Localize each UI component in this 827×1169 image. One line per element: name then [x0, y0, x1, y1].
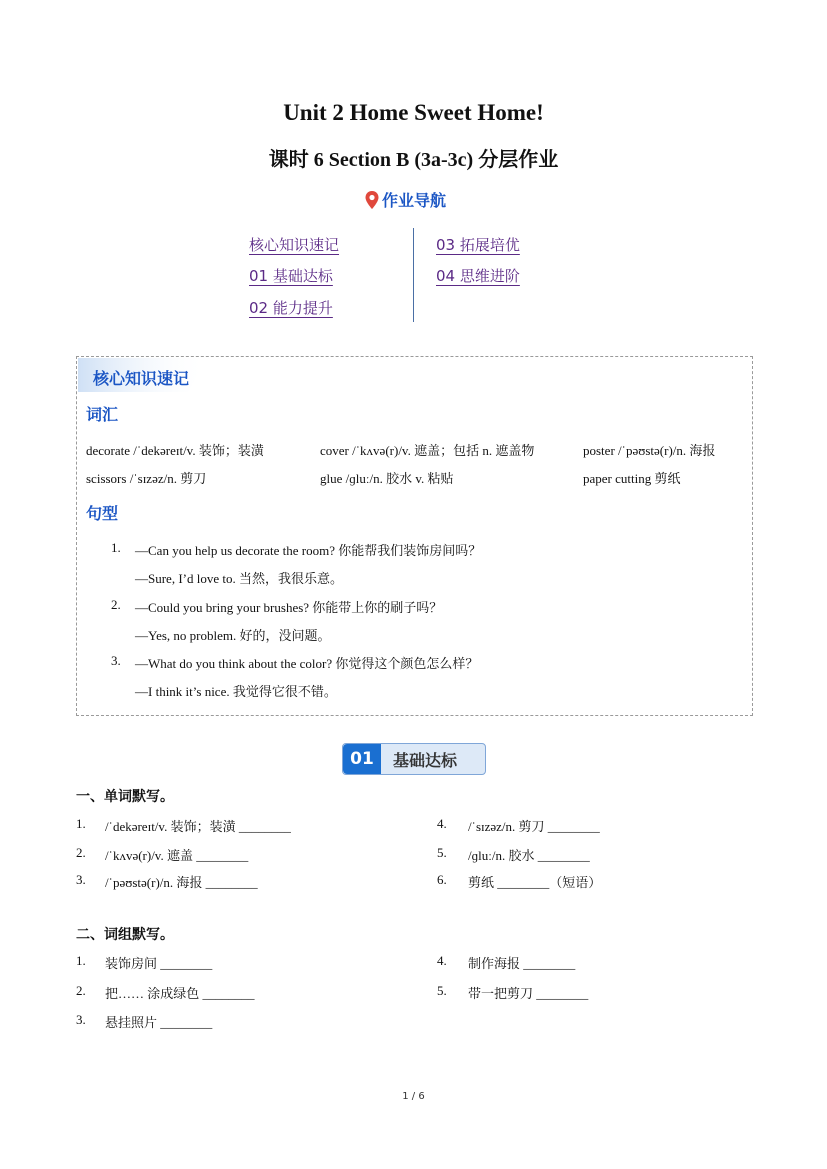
nav-heading-label: 作业导航 — [382, 191, 447, 210]
page-subtitle: 课时 6 Section B (3a-3c) 分层作业 — [268, 149, 559, 171]
question-number: 5. — [437, 983, 447, 998]
question-number: 2. — [76, 983, 86, 998]
vocab-item: poster /ˈpəʊstə(r)/n. 海报 — [583, 443, 716, 458]
nav-link-03[interactable]: 03 拓展培优 — [436, 236, 520, 254]
question-text: /ˈpəʊstə(r)/n. 海报 ________ — [105, 875, 258, 890]
question-number: 5. — [437, 845, 447, 860]
sentence-number: 1. — [111, 540, 121, 555]
nav-link-02[interactable]: 02 能力提升 — [249, 299, 333, 317]
sentence-number: 2. — [111, 597, 121, 612]
question-text: 制作海报 ________ — [468, 956, 576, 971]
nav-link-core[interactable]: 核心知识速记 — [249, 236, 340, 254]
sentence-heading: 句型 — [86, 504, 119, 523]
page-number: 1 / 6 — [402, 1091, 425, 1102]
nav-heading — [364, 188, 446, 211]
question-text: /ˈdekəreɪt/v. 装饰；装潢 ________ — [105, 819, 291, 834]
question-text: 剪纸 ________（短语） — [468, 875, 602, 890]
nav-link-01[interactable]: 01 基础达标 — [249, 267, 333, 285]
sentence-answer: —I think it’s nice. 我觉得它很不错。 — [135, 684, 337, 699]
question-number: 3. — [76, 1012, 86, 1027]
section1-heading: 一、单词默写。 — [76, 789, 174, 805]
question-text: /ˈkʌvə(r)/v. 遮盖 ________ — [105, 848, 249, 863]
sentence-answer: —Yes, no problem. 好的，没问题。 — [135, 628, 331, 643]
nav-link-04[interactable]: 04 思维进阶 — [436, 267, 520, 285]
question-text: /ɡluː/n. 胶水 ________ — [468, 848, 590, 863]
sentence-answer: —Sure, I’d love to. 当然，我很乐意。 — [135, 571, 343, 586]
sentence-number: 3. — [111, 653, 121, 668]
vocab-heading: 词汇 — [86, 405, 119, 424]
question-number: 2. — [76, 845, 86, 860]
question-number: 3. — [76, 872, 86, 887]
core-title: 核心知识速记 — [93, 369, 190, 388]
sentence-question: —What do you think about the color? 你觉得这个颜色怎么样？ — [135, 656, 479, 671]
sentence-question: —Can you help us decorate the room? 你能帮我们装饰房间吗？ — [135, 543, 482, 558]
vocab-item: paper cutting 剪纸 — [583, 471, 681, 486]
question-number: 1. — [76, 816, 86, 831]
sentence-question: —Could you bring your brushes? 你能带上你的刷子吗？ — [135, 600, 443, 615]
question-text: /ˈsɪzəz/n. 剪刀 ________ — [468, 819, 600, 834]
section-badge-label: 基础达标 — [393, 751, 458, 770]
question-number: 4. — [437, 953, 447, 968]
question-number: 4. — [437, 816, 447, 831]
question-number: 6. — [437, 872, 447, 887]
question-number: 1. — [76, 953, 86, 968]
question-text: 装饰房间 ________ — [105, 956, 213, 971]
question-text: 带一把剪刀 ________ — [468, 986, 589, 1001]
question-text: 悬挂照片 ________ — [105, 1015, 213, 1030]
vocab-item: decorate /ˈdekəreɪt/v. 装饰；装潢 — [86, 443, 264, 458]
location-pin-icon — [364, 190, 380, 210]
vocab-item: scissors /ˈsɪzəz/n. 剪刀 — [86, 471, 207, 486]
page-title: Unit 2 Home Sweet Home! — [283, 100, 544, 125]
vocab-item: glue /ɡluː/n. 胶水 v. 粘贴 — [320, 471, 454, 486]
question-text: 把…… 涂成绿色 ________ — [105, 986, 255, 1001]
section2-heading: 二、词组默写。 — [76, 927, 174, 943]
vocab-item: cover /ˈkʌvə(r)/v. 遮盖；包括 n. 遮盖物 — [320, 443, 535, 458]
section-badge-number: 01 — [343, 744, 381, 774]
nav-divider — [413, 228, 414, 322]
